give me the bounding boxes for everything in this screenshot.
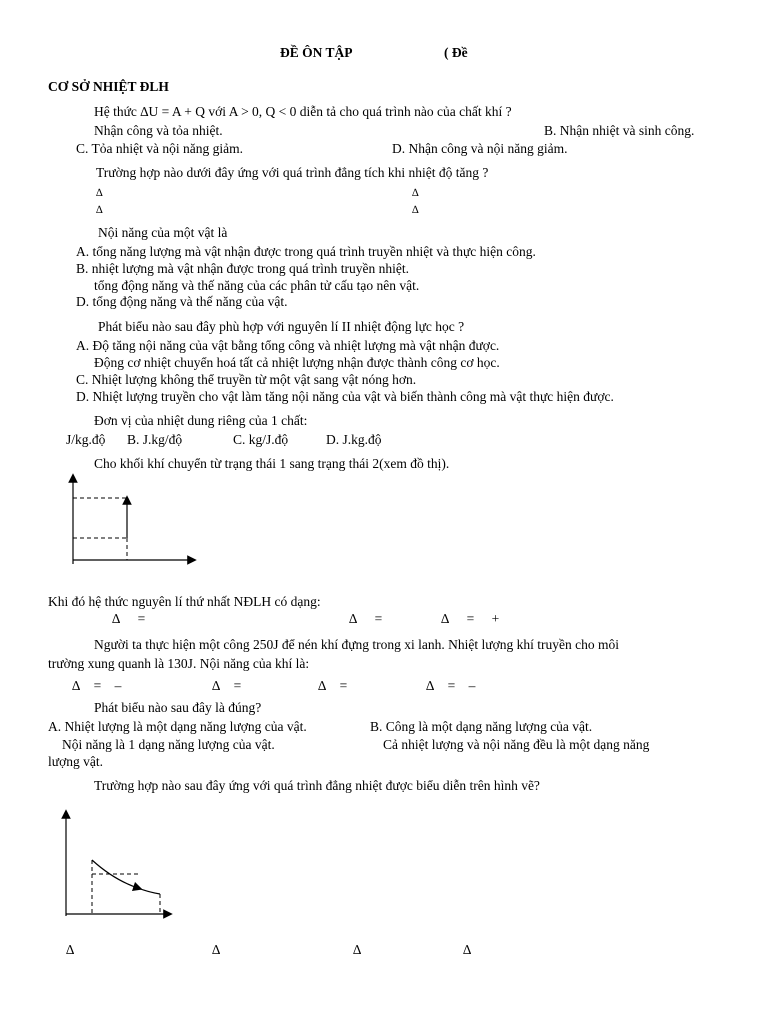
q2-option-1: ∆	[96, 187, 103, 199]
q5-option-b: B. J.kg/độ	[127, 432, 183, 447]
q1-stem: Hệ thức ∆U = A + Q với A > 0, Q < 0 diễn tả cho quá trình nào của chất khí ?	[94, 104, 512, 119]
page-title: ĐỀ ÔN TẬP	[280, 45, 353, 60]
q1-option-d: D. Nhận công và nội năng giảm.	[392, 141, 568, 156]
q7-option-3: ∆ =	[318, 678, 348, 693]
q2-option-4: ∆	[412, 204, 419, 216]
q3-stem: Nội năng của một vật là	[98, 225, 228, 240]
q2-stem: Trường hợp nào dưới đây ứng với quá trình đẳng tích khi nhiệt độ tăng ?	[96, 165, 489, 180]
q4-option-b: Động cơ nhiệt chuyển hoá tất cả nhiệt lượng nhận được thành công cơ học.	[94, 355, 500, 370]
q7-line-1: Người ta thực hiện một công 250J để nén khí đựng trong xi lanh. Nhiệt lượng khí truyền cho môi	[94, 637, 619, 652]
q9-isotherm-graph	[56, 808, 186, 920]
q3-option-c: tổng động năng và thế năng của các phân tử cấu tạo nên vật.	[94, 278, 420, 293]
q7-option-4: ∆ = –	[426, 678, 476, 693]
q1-option-b: B. Nhận nhiệt và sinh công.	[544, 123, 695, 138]
q3-option-a: A. tổng năng lượng mà vật nhận được trong quá trình truyền nhiệt và thực hiện công.	[76, 244, 536, 259]
q1-option-a: Nhận công và tỏa nhiệt.	[94, 123, 223, 138]
q6-option-3: ∆ = +	[441, 611, 500, 626]
q6-after-text: Khi đó hệ thức nguyên lí thứ nhất NĐLH có dạng:	[48, 594, 321, 609]
q8-option-a: A. Nhiệt lượng là một dạng năng lượng của vật.	[48, 719, 307, 734]
q2-option-2: ∆	[412, 187, 419, 199]
q8-option-d-wrap: lượng vật.	[48, 754, 103, 769]
q9-option-3: ∆	[353, 942, 362, 957]
q9-option-4: ∆	[463, 942, 472, 957]
q9-stem: Trường hợp nào sau đây ứng với quá trình đẳng nhiệt được biểu diễn trên hình vẽ?	[94, 778, 540, 793]
q6-state-graph	[60, 472, 200, 572]
q9-option-2: ∆	[212, 942, 221, 957]
q4-option-a: A. Độ tăng nội năng của vật bằng tổng công và nhiệt lượng mà vật nhận được.	[76, 338, 500, 353]
q3-option-d: D. tổng động năng và thế năng của vật.	[76, 294, 288, 309]
q9-isotherm-curve-tail	[138, 888, 160, 894]
q5-option-c: C. kg/J.độ	[233, 432, 289, 447]
section-heading: CƠ SỞ NHIỆT ĐLH	[48, 79, 169, 94]
q4-option-d: D. Nhiệt lượng truyền cho vật làm tăng nội năng của vật và biến thành công mà vật thực hiện được.	[76, 389, 614, 404]
q8-option-d: Cả nhiệt lượng và nội năng đều là một dạng năng	[383, 737, 650, 752]
q6-stem: Cho khối khí chuyển từ trạng thái 1 sang trạng thái 2(xem đồ thị).	[94, 456, 450, 471]
q7-option-2: ∆ =	[212, 678, 242, 693]
q5-stem: Đơn vị của nhiệt dung riêng của 1 chất:	[94, 413, 308, 428]
q8-stem: Phát biểu nào sau đây là đúng?	[94, 700, 262, 715]
title-suffix: ( Đề	[444, 45, 468, 60]
q6-option-2: ∆ =	[349, 611, 383, 626]
q4-option-c: C. Nhiệt lượng không thể truyền từ một vật sang vật nóng hơn.	[76, 372, 417, 387]
q2-option-3: ∆	[96, 204, 103, 216]
q4-stem: Phát biểu nào sau đây phù hợp với nguyên lí II nhiệt động lực học ?	[98, 319, 465, 334]
q7-option-1: ∆ = –	[72, 678, 122, 693]
q6-option-1: ∆ =	[112, 611, 146, 626]
q5-option-a: J/kg.độ	[66, 432, 106, 447]
q8-option-c: Nội năng là 1 dạng năng lượng của vật.	[62, 737, 275, 752]
q9-option-1: ∆	[66, 942, 75, 957]
q1-option-c: C. Tỏa nhiệt và nội năng giảm.	[76, 141, 243, 156]
q5-option-d: D. J.kg.độ	[326, 432, 382, 447]
q3-option-b: B. nhiệt lượng mà vật nhận được trong quá trình truyền nhiệt.	[76, 261, 409, 276]
q8-option-b: B. Công là một dạng năng lượng của vật.	[370, 719, 593, 734]
q7-line-2: trường xung quanh là 130J. Nội năng của khí là:	[48, 656, 310, 671]
